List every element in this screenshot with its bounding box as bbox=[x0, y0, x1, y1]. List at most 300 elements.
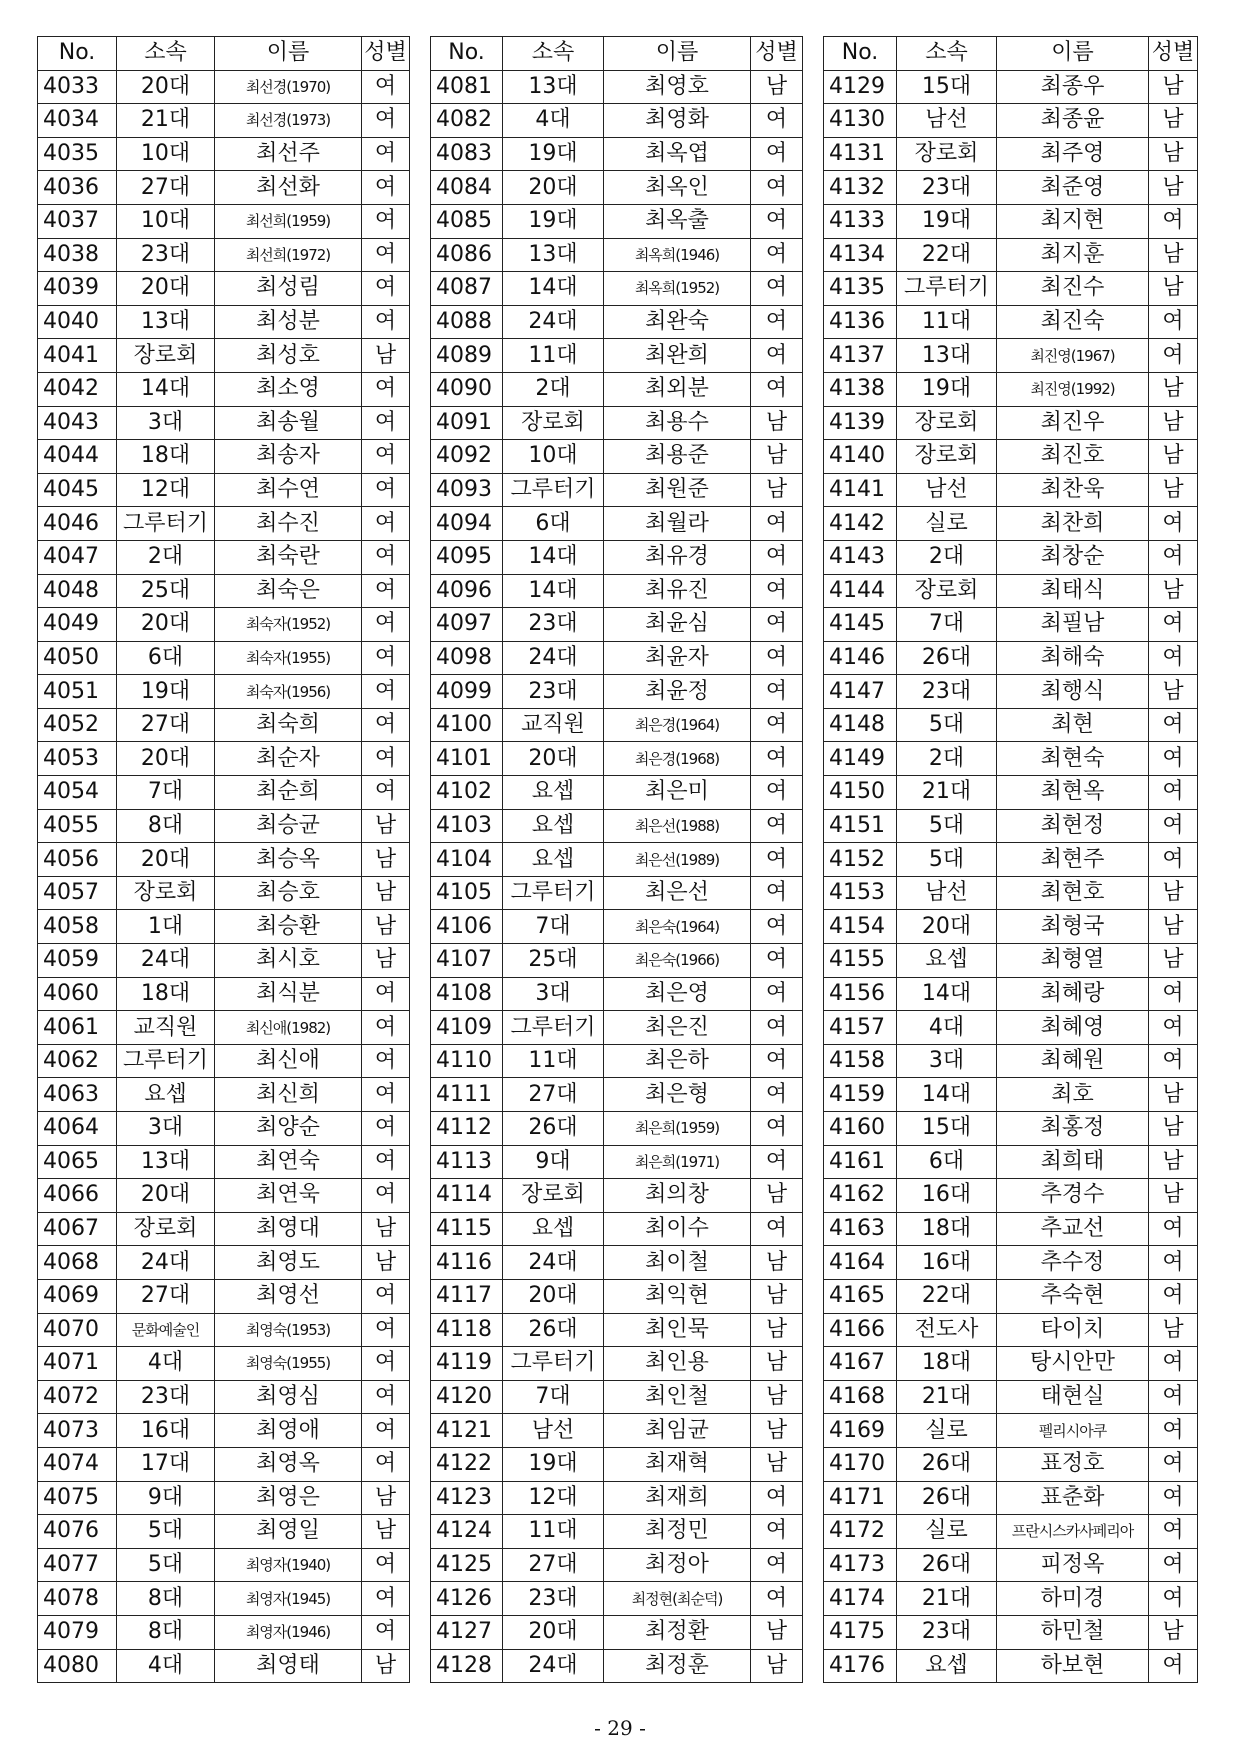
cell-name: 최진수 bbox=[997, 272, 1149, 306]
cell-gender: 여 bbox=[362, 1078, 410, 1112]
cell-name: 최은선(1988) bbox=[604, 809, 751, 843]
cell-affiliation: 22대 bbox=[897, 1279, 997, 1313]
cell-name: 최태식 bbox=[997, 574, 1149, 608]
table-row bbox=[824, 1246, 1198, 1280]
cell-gender: 여 bbox=[362, 137, 410, 171]
cell-affiliation: 13대 bbox=[117, 1145, 215, 1179]
table-row bbox=[431, 1548, 803, 1582]
cell-name: 최성분 bbox=[215, 305, 362, 339]
cell-name: 최진호 bbox=[997, 440, 1149, 474]
cell-gender: 여 bbox=[362, 70, 410, 104]
cell-no: 4080 bbox=[38, 1649, 117, 1683]
cell-no: 4101 bbox=[431, 742, 503, 776]
cell-affiliation: 요셉 bbox=[503, 809, 604, 843]
cell-gender: 여 bbox=[751, 339, 803, 373]
table-row bbox=[431, 1246, 803, 1280]
table-row bbox=[431, 977, 803, 1011]
cell-affiliation: 6대 bbox=[117, 641, 215, 675]
cell-name: 최윤심 bbox=[604, 608, 751, 642]
cell-name: 최수진 bbox=[215, 507, 362, 541]
cell-gender: 여 bbox=[1149, 339, 1198, 373]
cell-name: 최영옥 bbox=[215, 1447, 362, 1481]
table-row bbox=[38, 708, 410, 742]
cell-name: 최숙은 bbox=[215, 574, 362, 608]
cell-affiliation: 22대 bbox=[897, 238, 997, 272]
cell-affiliation: 16대 bbox=[117, 1414, 215, 1448]
table-row bbox=[38, 507, 410, 541]
cell-affiliation: 19대 bbox=[503, 137, 604, 171]
cell-name: 최신애(1982) bbox=[215, 1011, 362, 1045]
table-row bbox=[38, 1380, 410, 1414]
cell-no: 4132 bbox=[824, 171, 897, 205]
table-row bbox=[38, 608, 410, 642]
cell-no: 4033 bbox=[38, 70, 117, 104]
cell-gender: 여 bbox=[1149, 1044, 1198, 1078]
cell-affiliation: 장로회 bbox=[503, 406, 604, 440]
cell-name: 최원준 bbox=[604, 473, 751, 507]
cell-no: 4141 bbox=[824, 473, 897, 507]
cell-name: 최선경(1970) bbox=[215, 70, 362, 104]
cell-affiliation: 장로회 bbox=[117, 876, 215, 910]
cell-affiliation: 23대 bbox=[117, 1380, 215, 1414]
table-row bbox=[824, 944, 1198, 978]
cell-gender: 여 bbox=[1149, 1414, 1198, 1448]
cell-affiliation: 장로회 bbox=[897, 440, 997, 474]
table-row bbox=[38, 977, 410, 1011]
cell-affiliation: 그루터기 bbox=[117, 1044, 215, 1078]
table-row bbox=[38, 406, 410, 440]
table-row bbox=[431, 574, 803, 608]
cell-no: 4068 bbox=[38, 1246, 117, 1280]
cell-no: 4073 bbox=[38, 1414, 117, 1448]
cell-affiliation: 26대 bbox=[897, 1548, 997, 1582]
cell-name: 최송자 bbox=[215, 440, 362, 474]
cell-gender: 남 bbox=[751, 406, 803, 440]
cell-affiliation: 26대 bbox=[897, 641, 997, 675]
cell-gender: 남 bbox=[751, 1246, 803, 1280]
cell-gender: 여 bbox=[1149, 843, 1198, 877]
cell-no: 4122 bbox=[431, 1447, 503, 1481]
cell-no: 4106 bbox=[431, 910, 503, 944]
cell-gender: 여 bbox=[751, 204, 803, 238]
table-row bbox=[38, 540, 410, 574]
cell-name: 최호 bbox=[997, 1078, 1149, 1112]
table-row bbox=[431, 238, 803, 272]
table-row bbox=[824, 876, 1198, 910]
cell-name: 최영일 bbox=[215, 1515, 362, 1549]
cell-affiliation: 5대 bbox=[117, 1548, 215, 1582]
cell-no: 4095 bbox=[431, 540, 503, 574]
cell-affiliation: 장로회 bbox=[117, 1212, 215, 1246]
cell-name: 최필남 bbox=[997, 608, 1149, 642]
cell-affiliation: 9대 bbox=[117, 1481, 215, 1515]
table-row bbox=[824, 1380, 1198, 1414]
cell-name: 최승옥 bbox=[215, 843, 362, 877]
table-row bbox=[38, 1481, 410, 1515]
cell-name: 최지훈 bbox=[997, 238, 1149, 272]
cell-no: 4144 bbox=[824, 574, 897, 608]
cell-affiliation: 2대 bbox=[117, 540, 215, 574]
cell-gender: 남 bbox=[1149, 473, 1198, 507]
cell-no: 4104 bbox=[431, 843, 503, 877]
table-row bbox=[431, 372, 803, 406]
cell-affiliation: 11대 bbox=[503, 1515, 604, 1549]
cell-affiliation: 21대 bbox=[897, 1380, 997, 1414]
table-row bbox=[38, 1246, 410, 1280]
table-row bbox=[38, 1515, 410, 1549]
table-row bbox=[824, 1179, 1198, 1213]
cell-name: 최정민 bbox=[604, 1515, 751, 1549]
table-row bbox=[431, 507, 803, 541]
cell-name: 최의창 bbox=[604, 1179, 751, 1213]
cell-affiliation: 전도사 bbox=[897, 1313, 997, 1347]
cell-name: 프란시스카사페리아 bbox=[997, 1515, 1149, 1549]
cell-name: 최현옥 bbox=[997, 776, 1149, 810]
cell-gender: 여 bbox=[1149, 507, 1198, 541]
cell-name: 최주영 bbox=[997, 137, 1149, 171]
cell-affiliation: 요셉 bbox=[503, 776, 604, 810]
cell-no: 4107 bbox=[431, 944, 503, 978]
cell-name: 최현정 bbox=[997, 809, 1149, 843]
cell-name: 최은선(1989) bbox=[604, 843, 751, 877]
cell-name: 최승환 bbox=[215, 910, 362, 944]
cell-no: 4035 bbox=[38, 137, 117, 171]
cell-name: 최영대 bbox=[215, 1212, 362, 1246]
cell-affiliation: 3대 bbox=[503, 977, 604, 1011]
cell-gender: 여 bbox=[362, 1447, 410, 1481]
cell-gender: 남 bbox=[1149, 238, 1198, 272]
table-row bbox=[824, 641, 1198, 675]
cell-no: 4063 bbox=[38, 1078, 117, 1112]
table-row bbox=[431, 809, 803, 843]
table-row bbox=[38, 1179, 410, 1213]
table-row bbox=[38, 70, 410, 104]
cell-gender: 여 bbox=[1149, 1279, 1198, 1313]
cell-no: 4048 bbox=[38, 574, 117, 608]
table-row bbox=[38, 1649, 410, 1683]
cell-no: 4120 bbox=[431, 1380, 503, 1414]
table-row bbox=[824, 507, 1198, 541]
cell-affiliation: 21대 bbox=[897, 776, 997, 810]
table-row bbox=[824, 1044, 1198, 1078]
cell-name: 최진영(1992) bbox=[997, 372, 1149, 406]
cell-name: 최익현 bbox=[604, 1279, 751, 1313]
cell-gender: 남 bbox=[751, 1380, 803, 1414]
cell-no: 4146 bbox=[824, 641, 897, 675]
cell-affiliation: 그루터기 bbox=[503, 473, 604, 507]
cell-affiliation: 19대 bbox=[503, 204, 604, 238]
cell-affiliation: 10대 bbox=[503, 440, 604, 474]
cell-no: 4116 bbox=[431, 1246, 503, 1280]
cell-name: 최재희 bbox=[604, 1481, 751, 1515]
cell-name: 최은희(1971) bbox=[604, 1145, 751, 1179]
cell-name: 최윤정 bbox=[604, 675, 751, 709]
header-affiliation: 소속 bbox=[897, 37, 997, 71]
cell-no: 4112 bbox=[431, 1112, 503, 1146]
header-no: No. bbox=[38, 37, 117, 71]
cell-gender: 남 bbox=[362, 843, 410, 877]
cell-name: 최은숙(1964) bbox=[604, 910, 751, 944]
cell-no: 4131 bbox=[824, 137, 897, 171]
cell-name: 최영애 bbox=[215, 1414, 362, 1448]
cell-name: 최순자 bbox=[215, 742, 362, 776]
cell-gender: 여 bbox=[362, 1179, 410, 1213]
cell-gender: 남 bbox=[751, 473, 803, 507]
cell-name: 최은영 bbox=[604, 977, 751, 1011]
cell-name: 최현숙 bbox=[997, 742, 1149, 776]
table-row bbox=[431, 1011, 803, 1045]
cell-gender: 남 bbox=[1149, 70, 1198, 104]
cell-affiliation: 2대 bbox=[897, 540, 997, 574]
cell-gender: 여 bbox=[362, 1313, 410, 1347]
table-row bbox=[38, 272, 410, 306]
cell-gender: 여 bbox=[362, 473, 410, 507]
cell-name: 최정훈 bbox=[604, 1649, 751, 1683]
cell-name: 최숙자(1955) bbox=[215, 641, 362, 675]
cell-name: 최혜원 bbox=[997, 1044, 1149, 1078]
cell-name: 최종윤 bbox=[997, 104, 1149, 138]
table-row bbox=[38, 574, 410, 608]
cell-name: 최영호 bbox=[604, 70, 751, 104]
cell-name: 최은형 bbox=[604, 1078, 751, 1112]
cell-name: 최재혁 bbox=[604, 1447, 751, 1481]
table-row bbox=[431, 440, 803, 474]
cell-gender: 남 bbox=[1149, 1313, 1198, 1347]
cell-affiliation: 14대 bbox=[897, 1078, 997, 1112]
cell-gender: 남 bbox=[1149, 876, 1198, 910]
cell-gender: 여 bbox=[751, 608, 803, 642]
table-row bbox=[824, 1548, 1198, 1582]
cell-no: 4092 bbox=[431, 440, 503, 474]
cell-gender: 여 bbox=[751, 641, 803, 675]
cell-gender: 여 bbox=[362, 1582, 410, 1616]
table-row bbox=[38, 1044, 410, 1078]
cell-gender: 여 bbox=[1149, 1515, 1198, 1549]
cell-affiliation: 20대 bbox=[897, 910, 997, 944]
cell-name: 최영은 bbox=[215, 1481, 362, 1515]
cell-gender: 여 bbox=[362, 507, 410, 541]
cell-gender: 여 bbox=[362, 1145, 410, 1179]
cell-gender: 여 bbox=[751, 675, 803, 709]
cell-affiliation: 23대 bbox=[503, 675, 604, 709]
cell-no: 4137 bbox=[824, 339, 897, 373]
cell-name: 최인묵 bbox=[604, 1313, 751, 1347]
cell-affiliation: 장로회 bbox=[897, 574, 997, 608]
cell-no: 4058 bbox=[38, 910, 117, 944]
cell-name: 최수연 bbox=[215, 473, 362, 507]
cell-gender: 여 bbox=[362, 104, 410, 138]
cell-gender: 남 bbox=[362, 339, 410, 373]
table-row bbox=[824, 70, 1198, 104]
cell-gender: 여 bbox=[1149, 742, 1198, 776]
cell-gender: 여 bbox=[362, 204, 410, 238]
cell-no: 4042 bbox=[38, 372, 117, 406]
cell-name: 최진숙 bbox=[997, 305, 1149, 339]
cell-no: 4161 bbox=[824, 1145, 897, 1179]
cell-name: 최은선 bbox=[604, 876, 751, 910]
cell-affiliation: 26대 bbox=[503, 1313, 604, 1347]
cell-no: 4126 bbox=[431, 1582, 503, 1616]
header-affiliation: 소속 bbox=[117, 37, 215, 71]
cell-no: 4123 bbox=[431, 1481, 503, 1515]
cell-affiliation: 23대 bbox=[503, 1582, 604, 1616]
cell-gender: 남 bbox=[1149, 1145, 1198, 1179]
cell-gender: 여 bbox=[362, 305, 410, 339]
cell-gender: 여 bbox=[1149, 540, 1198, 574]
cell-name: 최진영(1967) bbox=[997, 339, 1149, 373]
table-row bbox=[824, 305, 1198, 339]
cell-no: 4172 bbox=[824, 1515, 897, 1549]
cell-affiliation: 11대 bbox=[503, 339, 604, 373]
cell-no: 4175 bbox=[824, 1615, 897, 1649]
table-row bbox=[38, 305, 410, 339]
table-row bbox=[824, 809, 1198, 843]
cell-name: 최영자(1945) bbox=[215, 1582, 362, 1616]
table-row bbox=[431, 843, 803, 877]
table-row bbox=[431, 305, 803, 339]
table-row bbox=[824, 1582, 1198, 1616]
header-gender: 성별 bbox=[751, 37, 803, 71]
header-gender: 성별 bbox=[362, 37, 410, 71]
cell-name: 최옥희(1946) bbox=[604, 238, 751, 272]
cell-affiliation: 2대 bbox=[503, 372, 604, 406]
table-row bbox=[431, 406, 803, 440]
cell-affiliation: 27대 bbox=[117, 1279, 215, 1313]
cell-name: 최찬욱 bbox=[997, 473, 1149, 507]
cell-no: 4160 bbox=[824, 1112, 897, 1146]
cell-name: 최선주 bbox=[215, 137, 362, 171]
cell-no: 4074 bbox=[38, 1447, 117, 1481]
cell-gender: 남 bbox=[1149, 372, 1198, 406]
header-no: No. bbox=[824, 37, 897, 71]
cell-affiliation: 20대 bbox=[117, 70, 215, 104]
cell-affiliation: 12대 bbox=[503, 1481, 604, 1515]
cell-affiliation: 그루터기 bbox=[117, 507, 215, 541]
cell-gender: 여 bbox=[1149, 1212, 1198, 1246]
cell-no: 4056 bbox=[38, 843, 117, 877]
cell-gender: 여 bbox=[1149, 1548, 1198, 1582]
cell-no: 4086 bbox=[431, 238, 503, 272]
cell-gender: 남 bbox=[1149, 272, 1198, 306]
cell-gender: 남 bbox=[1149, 1615, 1198, 1649]
cell-affiliation: 10대 bbox=[117, 204, 215, 238]
cell-name: 최유진 bbox=[604, 574, 751, 608]
header-gender: 성별 bbox=[1149, 37, 1198, 71]
cell-gender: 여 bbox=[362, 1414, 410, 1448]
cell-gender: 여 bbox=[362, 406, 410, 440]
cell-no: 4071 bbox=[38, 1347, 117, 1381]
cell-no: 4052 bbox=[38, 708, 117, 742]
cell-gender: 여 bbox=[751, 1044, 803, 1078]
cell-no: 4121 bbox=[431, 1414, 503, 1448]
cell-no: 4055 bbox=[38, 809, 117, 843]
cell-name: 최행식 bbox=[997, 675, 1149, 709]
cell-affiliation: 20대 bbox=[117, 742, 215, 776]
cell-gender: 여 bbox=[1149, 1011, 1198, 1045]
cell-affiliation: 그루터기 bbox=[503, 1347, 604, 1381]
cell-affiliation: 9대 bbox=[503, 1145, 604, 1179]
table-row bbox=[38, 944, 410, 978]
table-row bbox=[38, 1414, 410, 1448]
cell-gender: 남 bbox=[362, 1481, 410, 1515]
cell-no: 4089 bbox=[431, 339, 503, 373]
cell-name: 최형열 bbox=[997, 944, 1149, 978]
cell-affiliation: 그루터기 bbox=[503, 876, 604, 910]
table-row bbox=[38, 1313, 410, 1347]
cell-no: 4079 bbox=[38, 1615, 117, 1649]
cell-affiliation: 18대 bbox=[117, 440, 215, 474]
cell-affiliation: 27대 bbox=[503, 1548, 604, 1582]
cell-affiliation: 3대 bbox=[117, 1112, 215, 1146]
table-row bbox=[38, 809, 410, 843]
table-row bbox=[431, 1078, 803, 1112]
table-row bbox=[824, 1447, 1198, 1481]
cell-no: 4034 bbox=[38, 104, 117, 138]
cell-name: 최양순 bbox=[215, 1112, 362, 1146]
cell-no: 4159 bbox=[824, 1078, 897, 1112]
cell-affiliation: 3대 bbox=[117, 406, 215, 440]
cell-affiliation: 장로회 bbox=[503, 1179, 604, 1213]
table-row bbox=[824, 440, 1198, 474]
table-row bbox=[38, 1447, 410, 1481]
table-row bbox=[431, 1414, 803, 1448]
table-row bbox=[824, 1212, 1198, 1246]
cell-name: 최영숙(1955) bbox=[215, 1347, 362, 1381]
cell-no: 4119 bbox=[431, 1347, 503, 1381]
cell-name: 최인용 bbox=[604, 1347, 751, 1381]
cell-no: 4145 bbox=[824, 608, 897, 642]
cell-no: 4130 bbox=[824, 104, 897, 138]
table-row bbox=[38, 1548, 410, 1582]
cell-gender: 여 bbox=[751, 1582, 803, 1616]
table-row bbox=[824, 1078, 1198, 1112]
cell-name: 타이치 bbox=[997, 1313, 1149, 1347]
cell-gender: 여 bbox=[751, 1011, 803, 1045]
cell-gender: 남 bbox=[751, 1414, 803, 1448]
cell-no: 4163 bbox=[824, 1212, 897, 1246]
table-row bbox=[431, 742, 803, 776]
cell-gender: 여 bbox=[1149, 1447, 1198, 1481]
cell-gender: 여 bbox=[751, 305, 803, 339]
header-row bbox=[824, 37, 1198, 71]
cell-no: 4154 bbox=[824, 910, 897, 944]
cell-no: 4170 bbox=[824, 1447, 897, 1481]
cell-name: 최선화 bbox=[215, 171, 362, 205]
table-row bbox=[431, 641, 803, 675]
cell-gender: 남 bbox=[751, 1279, 803, 1313]
cell-name: 최성림 bbox=[215, 272, 362, 306]
cell-name: 최혜영 bbox=[997, 1011, 1149, 1045]
cell-affiliation: 요셉 bbox=[897, 1649, 997, 1683]
cell-name: 최진우 bbox=[997, 406, 1149, 440]
cell-no: 4134 bbox=[824, 238, 897, 272]
cell-affiliation: 14대 bbox=[897, 977, 997, 1011]
table-row bbox=[431, 608, 803, 642]
table-row bbox=[824, 137, 1198, 171]
cell-no: 4105 bbox=[431, 876, 503, 910]
table-row bbox=[824, 1112, 1198, 1146]
cell-no: 4067 bbox=[38, 1212, 117, 1246]
cell-affiliation: 24대 bbox=[117, 1246, 215, 1280]
cell-affiliation: 실로 bbox=[897, 1414, 997, 1448]
cell-affiliation: 18대 bbox=[897, 1347, 997, 1381]
cell-no: 4133 bbox=[824, 204, 897, 238]
cell-name: 최영자(1940) bbox=[215, 1548, 362, 1582]
table-row bbox=[431, 1615, 803, 1649]
table-row bbox=[431, 1515, 803, 1549]
cell-gender: 여 bbox=[751, 1145, 803, 1179]
cell-gender: 여 bbox=[1149, 1582, 1198, 1616]
